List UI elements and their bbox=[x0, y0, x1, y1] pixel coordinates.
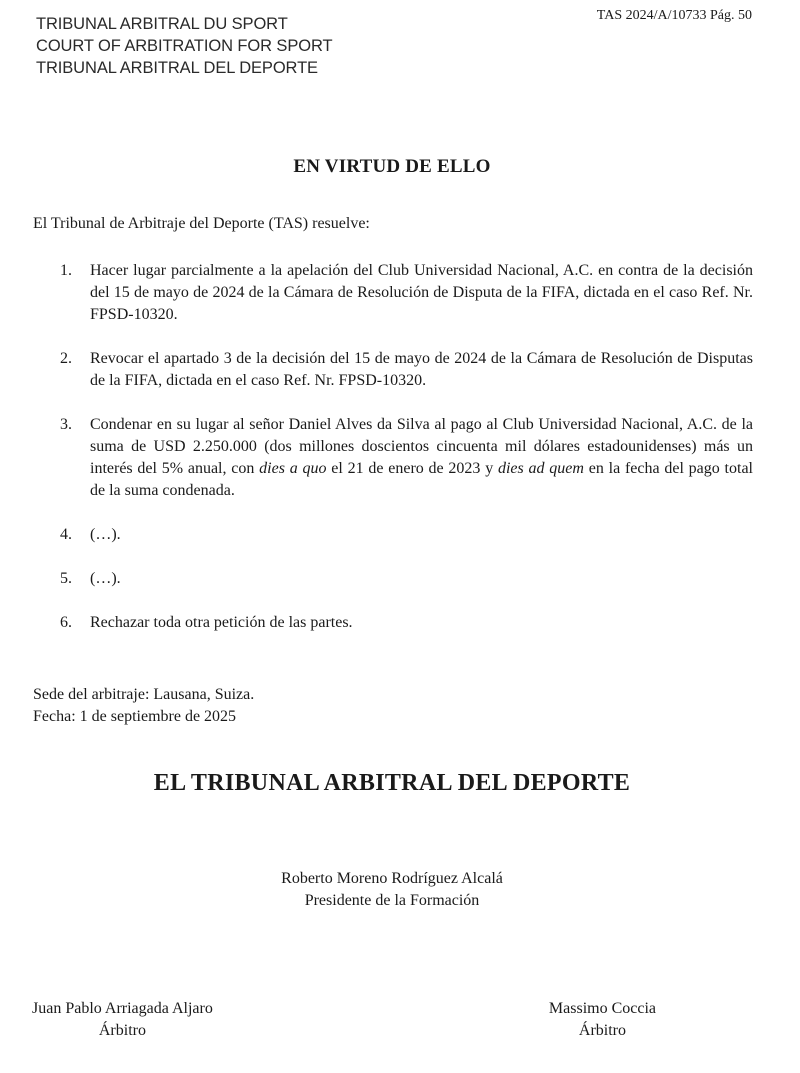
signatory-name: Roberto Moreno Rodríguez Alcalá bbox=[281, 870, 503, 887]
seat-line: Sede del arbitraje: Lausana, Suiza. bbox=[33, 686, 255, 703]
date-line: Fecha: 1 de septiembre de 2025 bbox=[33, 708, 237, 725]
org-line-es: TRIBUNAL ARBITRAL DEL DEPORTE bbox=[36, 59, 318, 77]
signatory-name: Juan Pablo Arriagada Aljaro bbox=[32, 1000, 213, 1017]
ruling-text: Hacer lugar parcialmente a la apelación del Club Universidad Nacional, A.C. en contra de la decisión del 15 de mayo de 2024 de la Cámara de Resolución de Disputa de la FIFA, dictada en el caso Ref. Nr. FPSD-10320. bbox=[90, 262, 753, 323]
ruling-text bbox=[90, 414, 753, 502]
case-reference: TAS 2024/A/10733 Pág. 50 bbox=[596, 8, 752, 23]
seat-and-date bbox=[33, 684, 254, 728]
ruling-text: (…). bbox=[90, 526, 121, 543]
signatory-right bbox=[549, 998, 656, 1042]
ruling-number: 3. bbox=[60, 416, 72, 433]
ruling-text-part: en la fecha del pago total de la suma condenada. bbox=[90, 460, 753, 499]
ruling-number: 4. bbox=[60, 526, 72, 543]
ruling-text: Revocar el apartado 3 de la decisión del 15 de mayo de 2024 de la Cámara de Resolución de Disputas de la FIFA, dictada en el caso Ref. Nr. FPSD-10320. bbox=[90, 350, 753, 389]
ruling-text-part: Condenar en su lugar al señor Daniel Alves da Silva al pago al Club Universidad Nacional, A.C. de la suma de USD 2.250.000 (dos millones doscientos cincuenta mil dólares estadounidenses) más un interés del 5% anual, con bbox=[90, 416, 753, 477]
ruling-text-part: el 21 de enero de 2023 y bbox=[326, 460, 498, 477]
ruling-text: (…). bbox=[90, 570, 121, 587]
signatory-left bbox=[32, 998, 213, 1042]
signatory-role: Árbitro bbox=[98, 1022, 146, 1039]
ruling-item-2 bbox=[60, 348, 753, 392]
ruling-italic-term: dies ad quem bbox=[497, 460, 584, 477]
org-line-fr: TRIBUNAL ARBITRAL DU SPORT bbox=[36, 15, 288, 33]
ruling-italic-term: dies a quo bbox=[259, 460, 327, 477]
ruling-number: 1. bbox=[60, 262, 72, 279]
ruling-item-3 bbox=[60, 414, 753, 502]
header-organization bbox=[36, 13, 332, 79]
signatory-president bbox=[0, 868, 784, 912]
section-title: EN VIRTUD DE ELLO bbox=[293, 156, 491, 177]
ruling-text: Rechazar toda otra petición de las partes. bbox=[90, 614, 353, 631]
ruling-item-5 bbox=[60, 568, 753, 590]
ruling-item-4 bbox=[60, 524, 753, 546]
signatory-role: Presidente de la Formación bbox=[304, 892, 480, 909]
tribunal-title: EL TRIBUNAL ARBITRAL DEL DEPORTE bbox=[153, 770, 631, 796]
ruling-item-1 bbox=[60, 260, 753, 326]
signatory-name: Massimo Coccia bbox=[548, 1000, 656, 1017]
ruling-list bbox=[60, 260, 753, 634]
signatory-role: Árbitro bbox=[578, 1022, 626, 1039]
intro-text: El Tribunal de Arbitraje del Deporte (TAS) resuelve: bbox=[33, 215, 370, 232]
ruling-item-6 bbox=[60, 612, 753, 634]
org-line-en: COURT OF ARBITRATION FOR SPORT bbox=[36, 37, 333, 55]
ruling-number: 5. bbox=[60, 570, 72, 587]
ruling-number: 6. bbox=[60, 614, 72, 631]
ruling-number: 2. bbox=[60, 350, 72, 367]
